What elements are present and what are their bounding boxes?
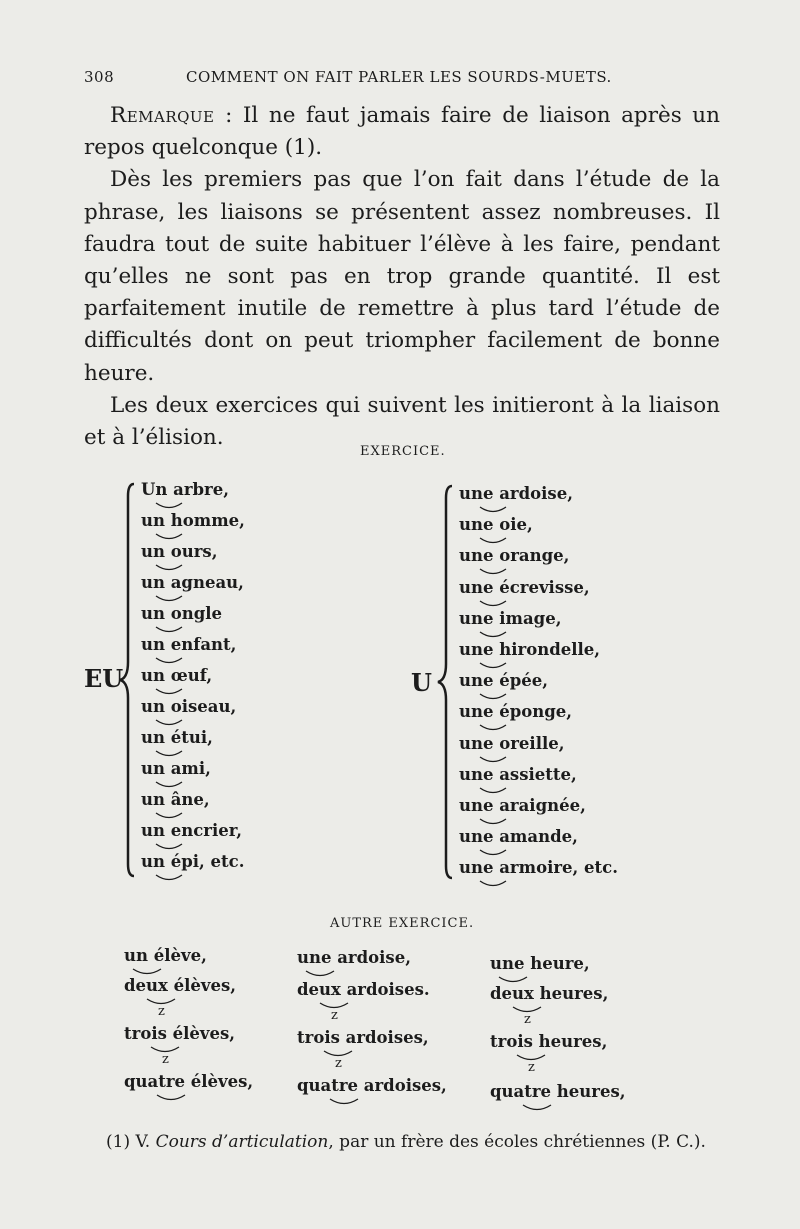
liaison-arc	[498, 976, 528, 984]
liaison-z-mark: z	[158, 1004, 165, 1019]
exercise-word: un homme,	[141, 511, 245, 530]
exercise-word: une image,	[459, 608, 562, 628]
footnote	[106, 1132, 706, 1152]
exercise-word: un enfant,	[141, 635, 237, 654]
running-title: COMMENT ON FAIT PARLER LES SOURDS-MUETS.	[186, 68, 612, 86]
liaison-z-mark: z	[524, 1012, 531, 1027]
other-exercise-word: deux heures,	[490, 984, 609, 1003]
exercise-word: une amande,	[459, 827, 578, 847]
liaison-arc	[156, 1094, 186, 1102]
exercise-word: Un arbre,	[141, 480, 229, 499]
other-exercise-word: deux élèves,	[124, 976, 236, 995]
other-exercise-word: quatre ardoises,	[297, 1076, 447, 1095]
exercise-word: une épée,	[459, 671, 549, 691]
exercise-word: un ours,	[141, 542, 218, 561]
exercise-word: un ongle	[141, 604, 223, 623]
exercise-word: une oie,	[459, 515, 533, 535]
liaison-arc	[305, 970, 335, 978]
other-exercise-title: AUTRE EXERCICE.	[330, 916, 475, 931]
other-exercise-word: trois élèves,	[124, 1024, 236, 1043]
exercise-word: une assiette,	[459, 764, 577, 784]
exercise-word: une éponge,	[459, 702, 573, 722]
exercise-word: un oiseau,	[141, 697, 237, 716]
liaison-arc	[132, 968, 162, 976]
footnote-title: Cours d’articulation	[155, 1132, 329, 1152]
footnote-suffix: , par un frère des écoles chrétiennes (P. C.).	[328, 1132, 706, 1152]
exercise-word: une écrevisse,	[459, 577, 590, 597]
other-exercise-word: deux ardoises.	[297, 980, 430, 999]
exercise-word: un agneau,	[141, 573, 244, 592]
remark-text: : Il ne faut jamais faire de liaison après un repos quelconque (1).	[84, 103, 720, 161]
liaison-z-mark: z	[335, 1056, 342, 1071]
other-exercise-word: une ardoise,	[297, 948, 411, 967]
left-group-label: EU	[84, 664, 124, 693]
paragraph-3: Les deux exercices qui suivent les initieront à la liaison et à l’élision.	[84, 392, 720, 451]
other-exercise-word: un élève,	[124, 946, 207, 965]
liaison-arc	[522, 1104, 552, 1112]
remark-label: Remarque	[110, 103, 215, 128]
other-exercise-word: trois ardoises,	[297, 1028, 429, 1047]
other-exercise-word: trois heures,	[490, 1032, 608, 1051]
exercise-word: une ardoise,	[459, 484, 573, 503]
exercise-title: EXERCICE.	[360, 444, 446, 459]
liaison-z-mark: z	[528, 1060, 535, 1075]
exercise-word: un étui,	[141, 728, 213, 747]
page-number: 308	[84, 68, 115, 86]
exercise-word: une armoire, etc.	[459, 858, 618, 878]
exercise-word: un épi, etc.	[141, 852, 245, 871]
other-exercise-word: quatre élèves,	[124, 1072, 254, 1091]
exercise-word: une hirondelle,	[459, 640, 601, 659]
right-group-label: U	[411, 668, 432, 697]
exercise-word: une orange,	[459, 546, 570, 566]
footnote-prefix: (1) V.	[106, 1132, 156, 1152]
liaison-z-mark: z	[162, 1052, 169, 1067]
exercise-word: une oreille,	[459, 733, 565, 753]
exercise-word: un âne,	[141, 790, 210, 809]
liaison-z-mark: z	[331, 1008, 338, 1023]
exercise-word: un ami,	[141, 759, 211, 778]
paragraph-2: Dès les premiers pas que l’on fait dans l’étude de la phrase, les liaisons se présentent assez nombreuses. Il faudra tout de suite habituer l’élève à les faire, pendant qu’elles ne sont pas en trop grande quantité. Il est parfaitement inutile de remettre à plus tard l’étude de difficultés dont on peut triompher facilement de bonne heure.	[84, 167, 720, 386]
liaison-arc	[329, 1098, 359, 1106]
exercise-word: un œuf,	[141, 666, 213, 685]
other-exercise-word: quatre heures,	[490, 1082, 626, 1101]
exercise-word: un encrier,	[141, 821, 242, 840]
other-exercise-word: une heure,	[490, 954, 590, 973]
exercise-word: une araignée,	[459, 796, 586, 815]
